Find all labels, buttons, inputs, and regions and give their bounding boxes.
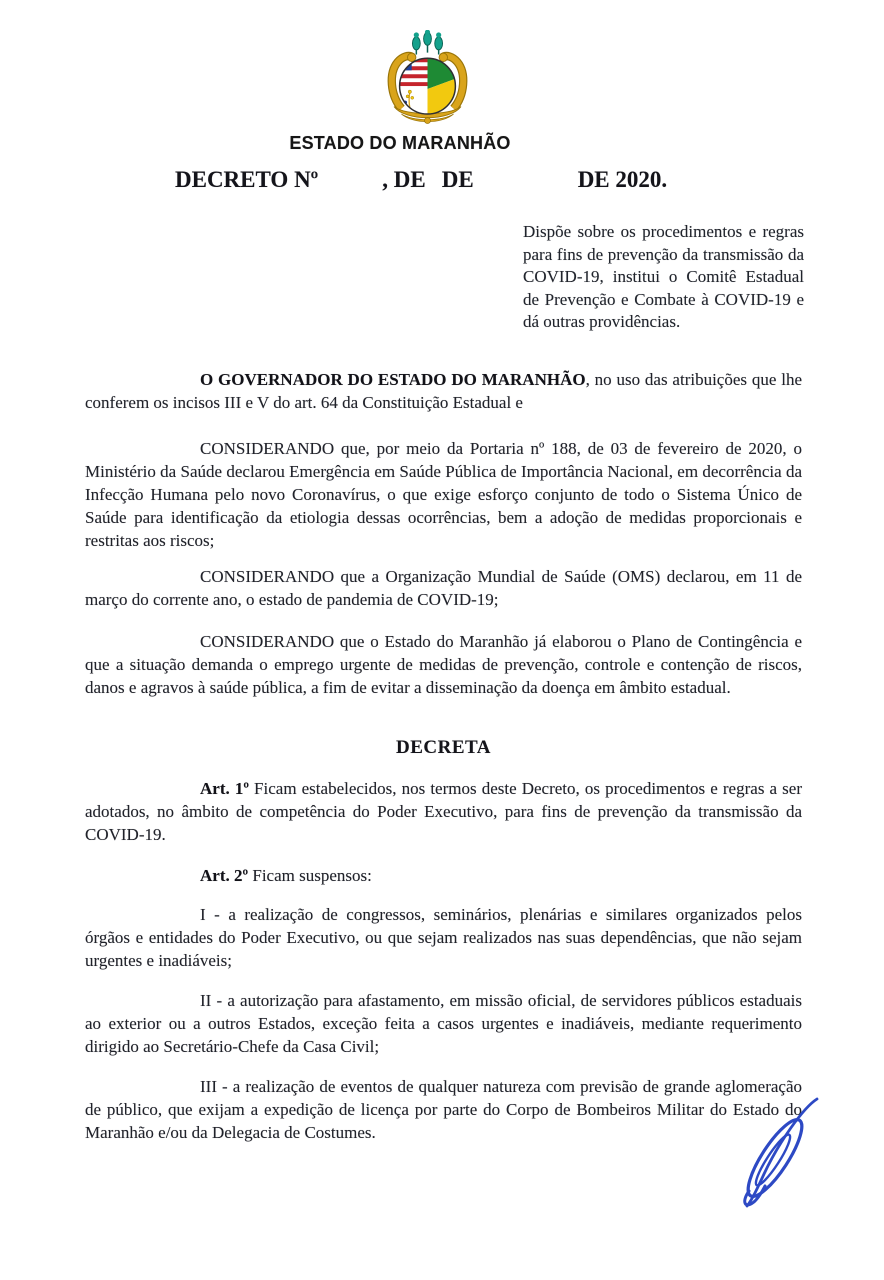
- maranhao-coat-of-arms-icon: [381, 30, 474, 133]
- decreta-heading: DECRETA: [396, 737, 491, 758]
- decree-epigraph: Dispõe sobre os procedimentos e regras para fins de prevenção da transmissão da COVID-19, institui o Comitê Estadual de Prevenção e Combate à COVID-19 e dá outras providências.: [523, 222, 804, 332]
- crest: [412, 30, 442, 55]
- considerando-paragraph-2: CONSIDERANDO que a Organização Mundial de Saúde (OMS) declarou, em 11 de março do corrente ano, o estado de pandemia de COVID-19;: [85, 567, 802, 609]
- decree-title-number: DECRETO Nº: [175, 167, 319, 192]
- considerando-paragraph-1: CONSIDERANDO que, por meio da Portaria nº 188, de 03 de fevereiro de 2020, o Ministério da Saúde declarou Emergência em Saúde Pública de Importância Nacional, em decorrência da Infecção Humana pelo novo Coronavírus, o que exige esforço conjunto de todo o Sistema Único de Saúde para identificação da etiologia dessas ocorrências, bem a adoção de medidas proporcionais e restritas aos riscos;: [85, 439, 802, 550]
- state-name-heading: ESTADO DO MARANHÃO: [289, 133, 511, 153]
- article-1-label: Art. 1º: [200, 779, 249, 798]
- article-1-paragraph: [85, 777, 802, 846]
- preamble-paragraph: [85, 368, 802, 414]
- article-2-paragraph: [85, 864, 802, 887]
- article-1-text: Ficam estabelecidos, nos termos deste Decreto, os procedimentos e regras a ser adotados, no âmbito de competência do Poder Executivo, para fins de prevenção da transmissão da COVID-19.: [85, 779, 802, 844]
- article-2-label: Art. 2º: [200, 866, 249, 885]
- signature-flourish-icon: [731, 1096, 821, 1210]
- preamble-rest: , no uso das atribuições que lhe conferem os incisos III e V do art. 64 da Constituição Estadual e: [85, 370, 802, 412]
- considerando-paragraph-3: CONSIDERANDO que o Estado do Maranhão já elaborou o Plano de Contingência e que a situação demanda o emprego urgente de medidas de prevenção, controle e contenção de riscos, danos e agravos à saúde pública, a fim de evitar a disseminação da doença em âmbito estadual.: [85, 632, 802, 697]
- article-2-item-3: III - a realização de eventos de qualquer natureza com previsão de grande aglomeração de público, que exijam a expedição de licença por parte do Corpo de Bombeiros Militar do Estado do Maranhão e/ou da Delegacia de Costumes.: [85, 1077, 802, 1142]
- article-2-item-2: II - a autorização para afastamento, em missão oficial, de servidores públicos estaduais ao exterior ou a outros Estados, exceção feita a casos urgentes e inadiáveis, mediante requerimento dirigido ao Secretário-Chefe da Casa Civil;: [85, 991, 802, 1056]
- decree-title-year: DE 2020.: [577, 167, 668, 192]
- preamble-governor-bold: O GOVERNADOR DO ESTADO DO MARANHÃO: [200, 370, 586, 389]
- decree-title-line: [175, 167, 667, 193]
- decree-title-month-de: DE: [441, 167, 474, 192]
- decree-title-day: , DE: [382, 167, 426, 192]
- article-2-item-1: I - a realização de congressos, seminários, plenárias e similares organizados pelos órgãos e entidades do Poder Executivo, ou que sejam realizados nas suas dependências, que não sejam urgentes e inadiáveis;: [85, 905, 802, 970]
- article-2-text: Ficam suspensos:: [248, 866, 372, 885]
